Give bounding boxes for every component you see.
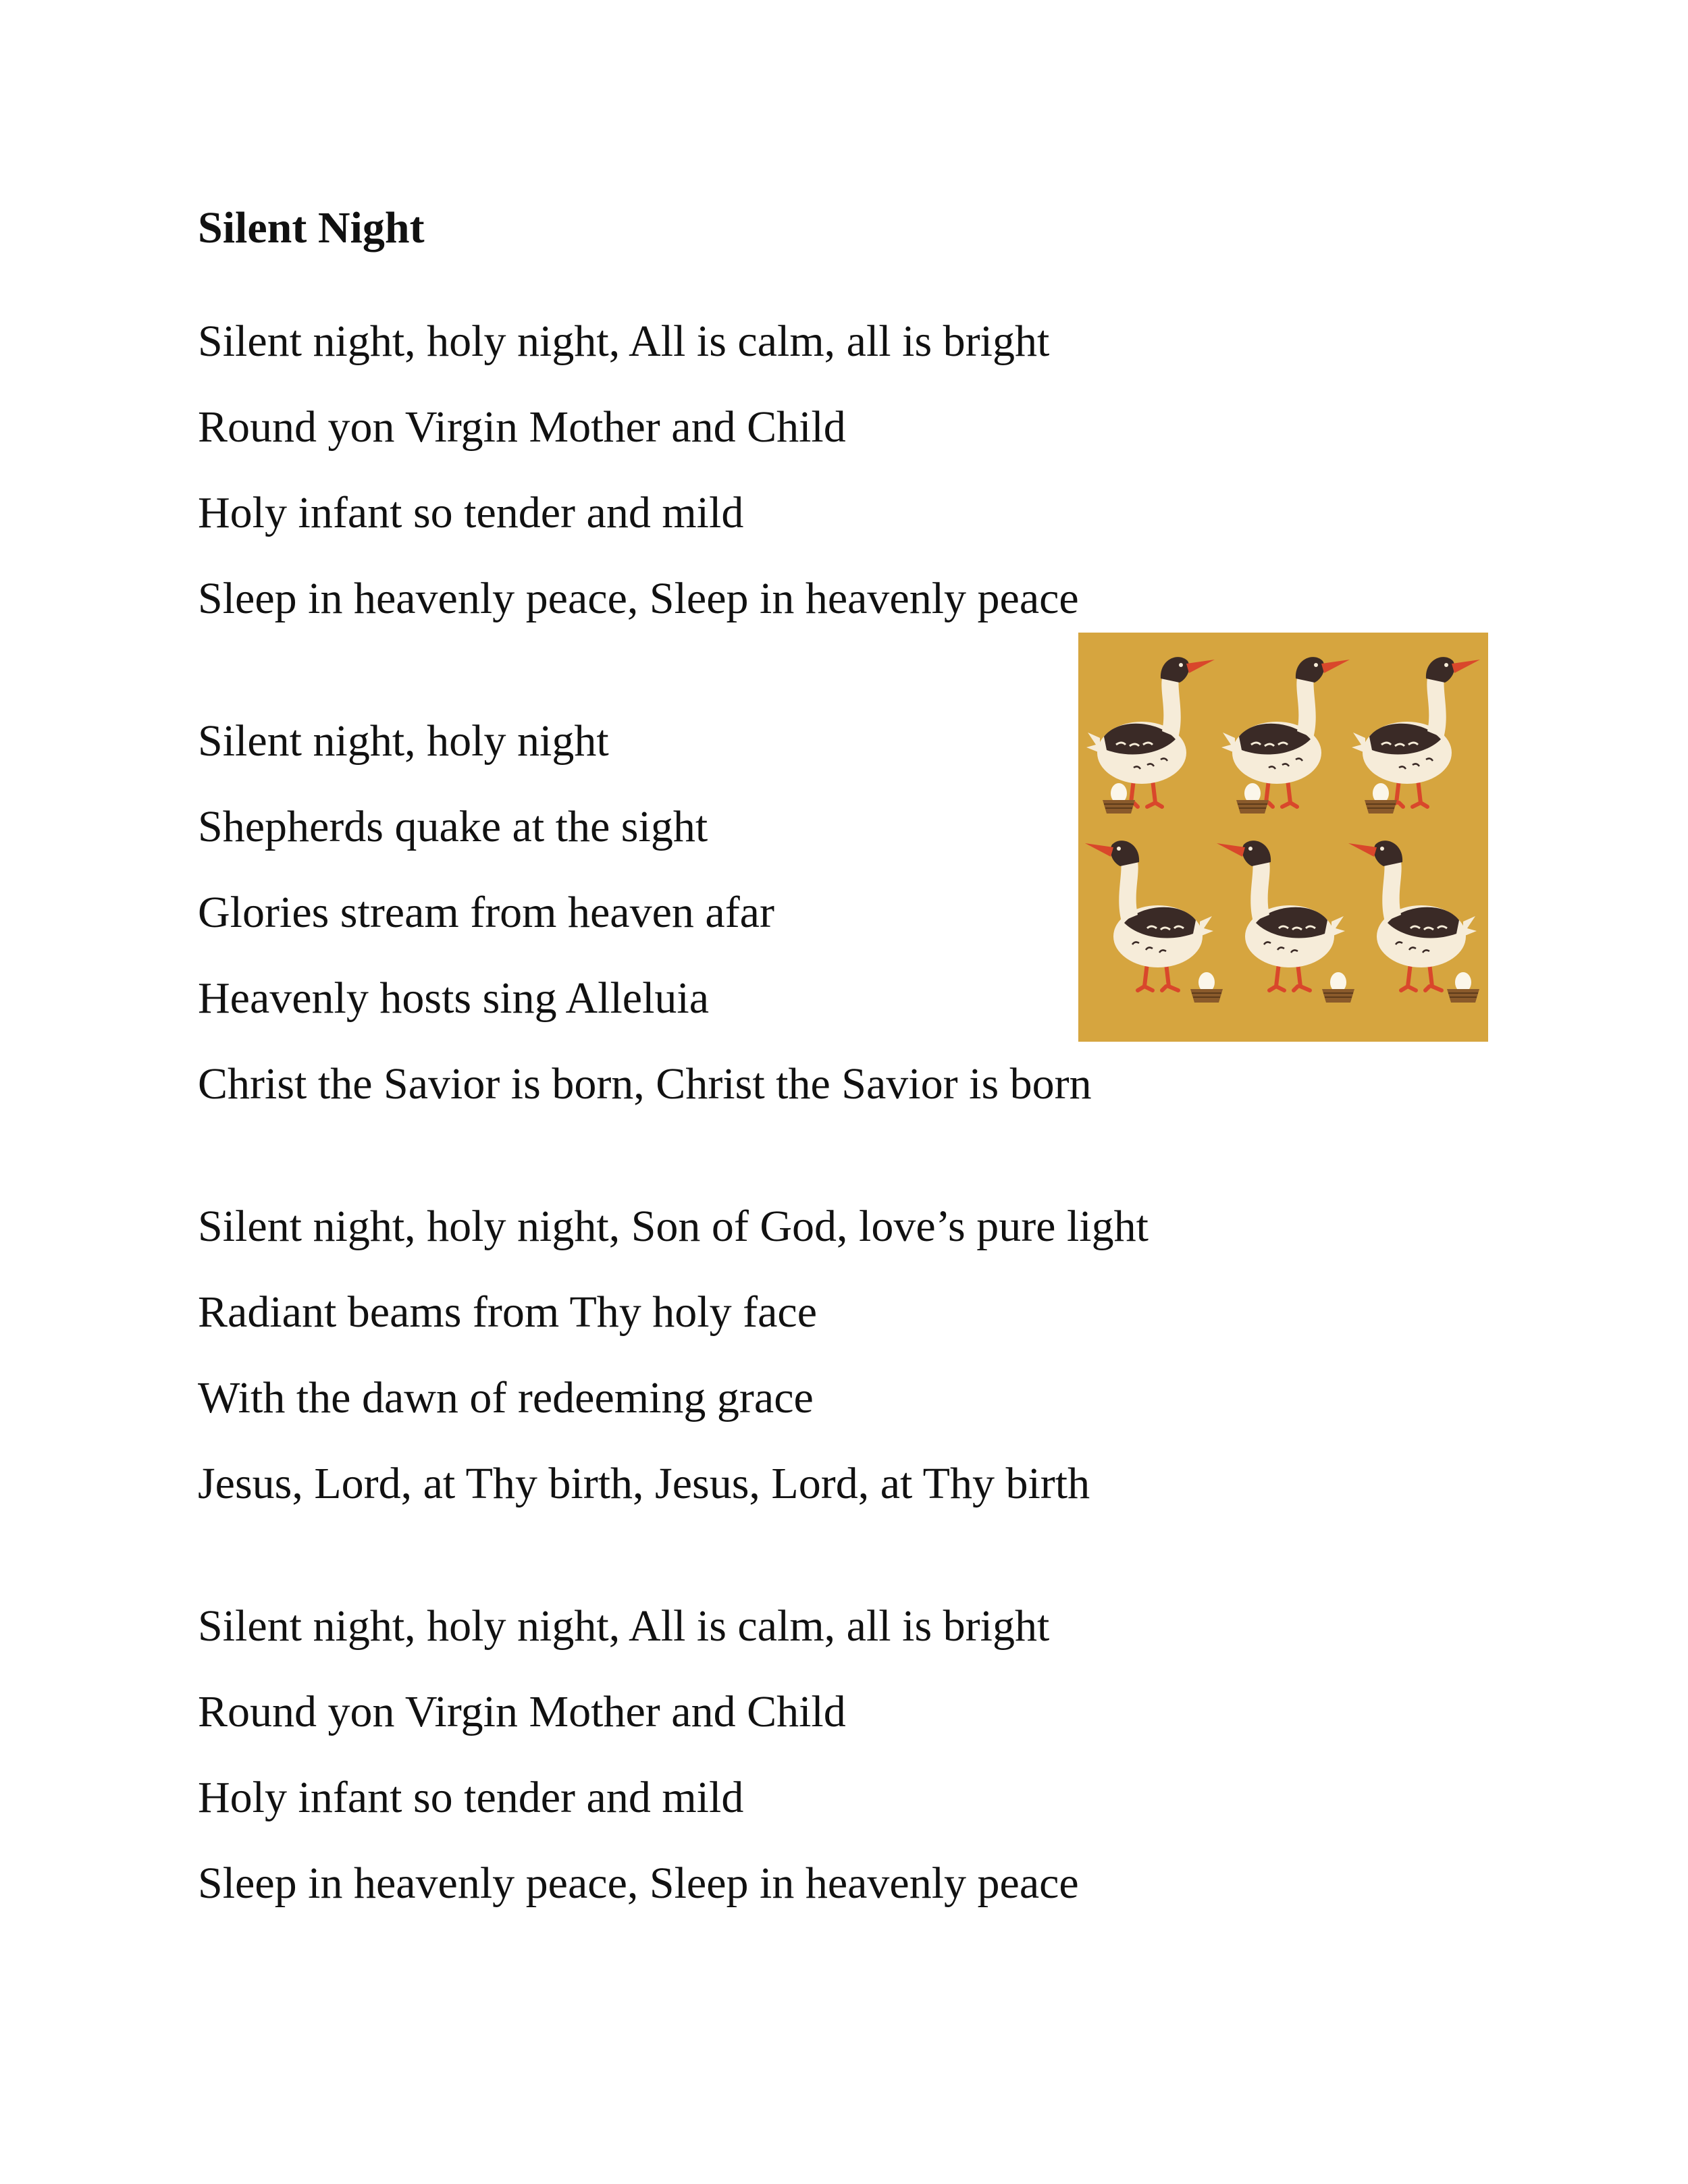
nest [1322, 972, 1354, 1003]
nest [1447, 972, 1479, 1003]
verse-4-line-3: Holy infant so tender and mild [198, 1773, 744, 1822]
verse-4-line-1: Silent night, holy night, All is calm, all is bright [198, 1601, 1050, 1651]
goose [1085, 841, 1213, 990]
verse-3-line-4: Jesus, Lord, at Thy birth, Jesus, Lord, at Thy birth [198, 1459, 1090, 1508]
goose [1352, 657, 1480, 807]
nest [1190, 972, 1223, 1003]
nest [1236, 783, 1269, 814]
nest [1365, 783, 1397, 814]
geese-illustration [1078, 633, 1488, 1042]
verse-2-line-3: Glories stream from heaven afar [198, 888, 774, 937]
verse-1-line-4: Sleep in heavenly peace, Sleep in heavenly peace [198, 574, 1079, 623]
geese-image [1078, 633, 1488, 1042]
verse-2-line-1: Silent night, holy night [198, 716, 609, 766]
page-title: Silent Night [198, 203, 425, 252]
verse-1-line-3: Holy infant so tender and mild [198, 488, 744, 537]
verse-2-line-4: Heavenly hosts sing Alleluia [198, 974, 710, 1023]
goose [1086, 657, 1215, 807]
goose [1348, 841, 1477, 990]
verse-4-line-2: Round yon Virgin Mother and Child [198, 1687, 846, 1736]
verse-2-line-5: Christ the Savior is born, Christ the Savior is born [198, 1059, 1092, 1109]
verse-1-line-1: Silent night, holy night, All is calm, all is bright [198, 317, 1050, 366]
goose [1217, 841, 1345, 990]
verse-1-line-2: Round yon Virgin Mother and Child [198, 402, 846, 452]
verse-3-line-2: Radiant beams from Thy holy face [198, 1287, 818, 1337]
goose [1221, 657, 1350, 807]
verse-3-line-3: With the dawn of redeeming grace [198, 1373, 814, 1422]
verse-2-line-2: Shepherds quake at the sight [198, 802, 708, 851]
verse-3-line-1: Silent night, holy night, Son of God, love’s pure light [198, 1202, 1149, 1251]
verse-4-line-4: Sleep in heavenly peace, Sleep in heavenly peace [198, 1859, 1079, 1908]
